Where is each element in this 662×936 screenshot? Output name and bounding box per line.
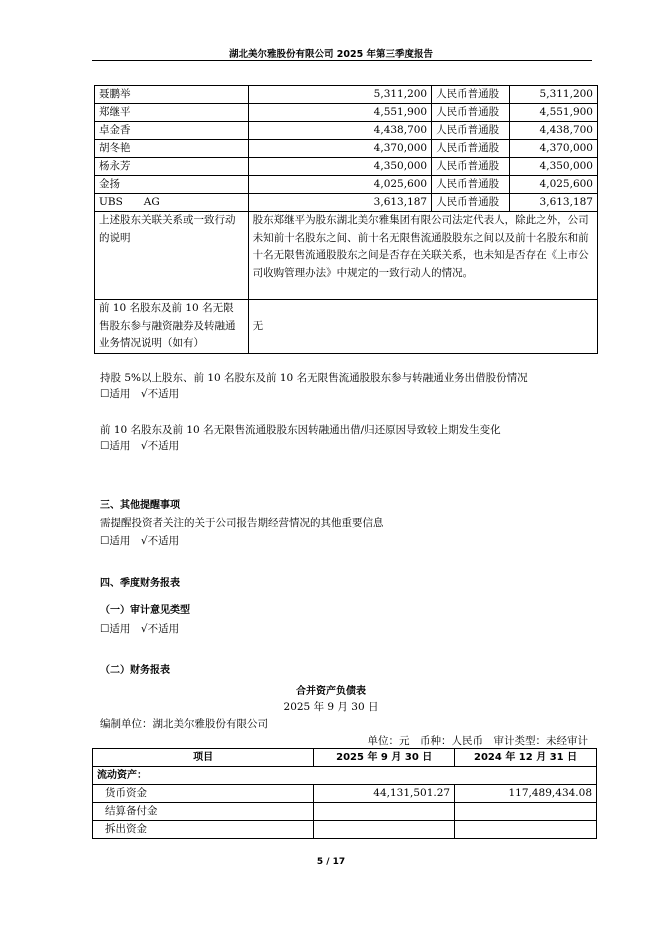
current-assets-label: 流动资产： — [93, 767, 597, 785]
shareholder-name: 杨永芳 — [95, 158, 249, 176]
share-type: 人民币普通股 — [432, 86, 510, 104]
share-type: 人民币普通股 — [432, 158, 510, 176]
relation-row — [95, 212, 598, 300]
share-type: 人民币普通股 — [432, 140, 510, 158]
table-row — [95, 122, 598, 140]
lending-options: ☐适用 √不适用 — [100, 388, 180, 400]
shareholder-name: UBS AG — [95, 194, 249, 212]
item-current — [314, 821, 455, 839]
share-count: 4,025,600 — [510, 176, 598, 194]
balance-title: 合并资产负债表 — [296, 686, 366, 697]
table-row — [93, 785, 597, 803]
shareholder-shares: 4,025,600 — [248, 176, 431, 194]
header-divider — [92, 60, 592, 61]
margin-row — [95, 300, 598, 354]
shareholder-shares: 5,311,200 — [248, 86, 431, 104]
shareholder-name: 胡冬艳 — [95, 140, 249, 158]
share-count: 4,551,900 — [510, 104, 598, 122]
lending-title: 持股 5%以上股东、前 10 名股东及前 10 名无限售流通股股东参与转融通业务出借股份情况 — [100, 372, 528, 384]
item-name: 结算备付金 — [93, 803, 314, 821]
shareholder-name: 聂鹏举 — [95, 86, 249, 104]
share-type: 人民币普通股 — [432, 104, 510, 122]
shareholder-shares: 4,551,900 — [248, 104, 431, 122]
share-count: 5,311,200 — [510, 86, 598, 104]
shareholder-shares: 4,438,700 — [248, 122, 431, 140]
share-type: 人民币普通股 — [432, 122, 510, 140]
share-count: 4,370,000 — [510, 140, 598, 158]
share-count: 4,350,000 — [510, 158, 598, 176]
table-row — [95, 104, 598, 122]
shareholders-table — [94, 85, 598, 354]
section3-heading: 三、其他提醒事项 — [100, 500, 180, 511]
table-row — [93, 803, 597, 821]
share-type: 人民币普通股 — [432, 194, 510, 212]
col-item: 项目 — [93, 749, 314, 767]
item-current: 44,131,501.27 — [314, 785, 455, 803]
shareholder-shares: 4,370,000 — [248, 140, 431, 158]
balance-units: 单位：元 币种：人民币 审计类型：未经审计 — [367, 735, 588, 747]
shareholder-name: 卓金香 — [95, 122, 249, 140]
item-name: 货币资金 — [93, 785, 314, 803]
item-name: 拆出资金 — [93, 821, 314, 839]
item-prior — [455, 821, 597, 839]
shareholder-name: 郑继平 — [95, 104, 249, 122]
col-prior: 2024 年 12 月 31 日 — [455, 749, 597, 767]
shareholder-shares: 3,613,187 — [248, 194, 431, 212]
balance-date: 2025 年 9 月 30 日 — [283, 701, 379, 713]
shareholder-shares: 4,350,000 — [248, 158, 431, 176]
section4-heading: 四、季度财务报表 — [100, 578, 180, 589]
audit-heading: （一）审计意见类型 — [100, 605, 190, 616]
page-number: 5 / 17 — [316, 857, 346, 867]
fin-heading: （二）财务报表 — [100, 665, 170, 676]
change-title: 前 10 名股东及前 10 名无限售流通股股东因转融通出借/归还原因导致较上期发生变化 — [100, 424, 501, 436]
share-count: 3,613,187 — [510, 194, 598, 212]
share-type: 人民币普通股 — [432, 176, 510, 194]
table-row — [95, 194, 598, 212]
relation-label: 上述股东关联关系或一致行动的说明 — [95, 212, 249, 300]
table-header-row — [93, 749, 597, 767]
balance-sheet-table — [92, 748, 597, 839]
col-current: 2025 年 9 月 30 日 — [314, 749, 455, 767]
item-prior — [455, 803, 597, 821]
audit-options: ☐适用 √不适用 — [100, 623, 180, 635]
table-row — [95, 158, 598, 176]
relation-text: 股东郑继平为股东湖北美尔雅集团有限公司法定代表人，除此之外，公司未知前十名股东之间、前十名无限售流通股股东之间以及前十名股东和前十名无限售流通股股东之间是否存在关联关系，也未知是否存在《上市公司收购管理办法》中规定的一致行动人的情况。 — [248, 212, 597, 300]
table-row — [95, 140, 598, 158]
table-row — [95, 86, 598, 104]
section3-desc: 需提醒投资者关注的关于公司报告期经营情况的其他重要信息 — [100, 517, 384, 529]
share-count: 4,438,700 — [510, 122, 598, 140]
balance-compiler: 编制单位：湖北美尔雅股份有限公司 — [100, 718, 268, 730]
section-row — [93, 767, 597, 785]
margin-text: 无 — [248, 300, 597, 354]
item-current — [314, 803, 455, 821]
item-prior: 117,489,434.08 — [455, 785, 597, 803]
section3-options: ☐适用 √不适用 — [100, 535, 180, 547]
shareholder-name: 金扬 — [95, 176, 249, 194]
margin-label: 前 10 名股东及前 10 名无限售股东参与融资融券及转融通业务情况说明（如有） — [95, 300, 249, 354]
change-options: ☐适用 √不适用 — [100, 440, 180, 452]
page-header: 湖北美尔雅股份有限公司 2025 年第三季度报告 — [228, 49, 434, 60]
table-row — [93, 821, 597, 839]
table-row — [95, 176, 598, 194]
